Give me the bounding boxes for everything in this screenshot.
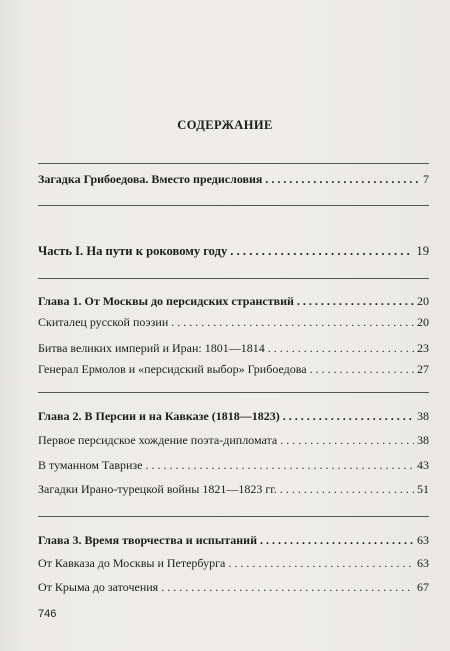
toc-entry-section xyxy=(38,458,429,472)
toc-entry-title: В туманном Тавризе xyxy=(38,458,143,472)
toc-entry-page: 43 xyxy=(417,458,429,472)
toc-entry-chapter-2 xyxy=(38,409,429,423)
toc-entry-section xyxy=(38,556,429,570)
toc-entry-page: 20 xyxy=(417,294,429,308)
divider xyxy=(38,278,429,279)
toc-entry-title: Глава 3. Время творчества и испытаний xyxy=(38,533,257,547)
divider xyxy=(38,163,429,164)
dot-leader xyxy=(171,315,414,329)
dot-leader xyxy=(146,458,415,472)
toc-entry-title: Глава 1. От Москвы до персидских странствий xyxy=(38,294,294,308)
toc-entry-title: Первое персидское хождение поэта-дипломата xyxy=(38,433,278,447)
toc-entry-title: Скиталец русской поэзии xyxy=(38,315,169,329)
dot-leader xyxy=(280,433,414,447)
toc-entry-part-1 xyxy=(38,244,429,258)
toc-entry-section xyxy=(38,362,429,376)
toc-entry-title: Загадки Ирано-турецкой войны 1821—1823 гг. xyxy=(38,482,277,496)
toc-entry-section xyxy=(38,341,429,355)
toc-entry-page: 27 xyxy=(417,362,429,376)
dot-leader xyxy=(265,172,420,186)
dot-leader xyxy=(268,341,414,355)
toc-entry-title: Загадка Грибоедова. Вместо предисловия xyxy=(38,172,263,186)
toc-entry-page: 23 xyxy=(417,341,429,355)
page-number: 746 xyxy=(38,608,57,620)
dot-leader xyxy=(283,409,414,423)
dot-leader xyxy=(260,533,414,547)
toc-entry-section xyxy=(38,482,429,496)
toc-entry-page: 20 xyxy=(417,315,429,329)
toc-entry-page: 67 xyxy=(417,580,429,594)
toc-entry-title: Битва великих империй и Иран: 1801—1814 xyxy=(38,341,265,355)
toc-entry-title: Глава 2. В Персии и на Кавказе (1818—1823) xyxy=(38,409,280,423)
toc-entry-chapter-3 xyxy=(38,533,429,547)
toc-entry-page: 51 xyxy=(417,482,429,496)
toc-entry-page: 63 xyxy=(417,533,429,547)
dot-leader xyxy=(310,362,414,376)
dot-leader xyxy=(161,580,414,594)
divider xyxy=(38,392,429,393)
toc-entry-title: Часть I. На пути к роковому году xyxy=(38,244,228,258)
toc-entry-page: 7 xyxy=(423,172,429,186)
toc-entry-section xyxy=(38,580,429,594)
toc-entry-title: От Крыма до заточения xyxy=(38,580,159,594)
toc-entry-title: Генерал Ермолов и «персидский выбор» Грибоедова xyxy=(38,362,307,376)
toc-entry-page: 19 xyxy=(416,244,429,258)
toc-entry-chapter-1 xyxy=(38,294,429,308)
toc-entry-section xyxy=(38,315,429,329)
dot-leader xyxy=(230,244,413,258)
toc-entry-page: 38 xyxy=(417,433,429,447)
divider xyxy=(38,205,429,206)
toc-entry-page: 63 xyxy=(417,556,429,570)
toc-entry-page: 38 xyxy=(417,409,429,423)
toc-entry-title: От Кавказа до Москвы и Петербурга xyxy=(38,556,226,570)
dot-leader xyxy=(228,556,414,570)
toc-entry-section xyxy=(38,433,429,447)
divider xyxy=(38,516,429,517)
dot-leader xyxy=(280,482,414,496)
toc-entry-foreword xyxy=(38,172,429,186)
dot-leader xyxy=(297,294,414,308)
page-title: СОДЕРЖАНИЕ xyxy=(177,118,273,132)
